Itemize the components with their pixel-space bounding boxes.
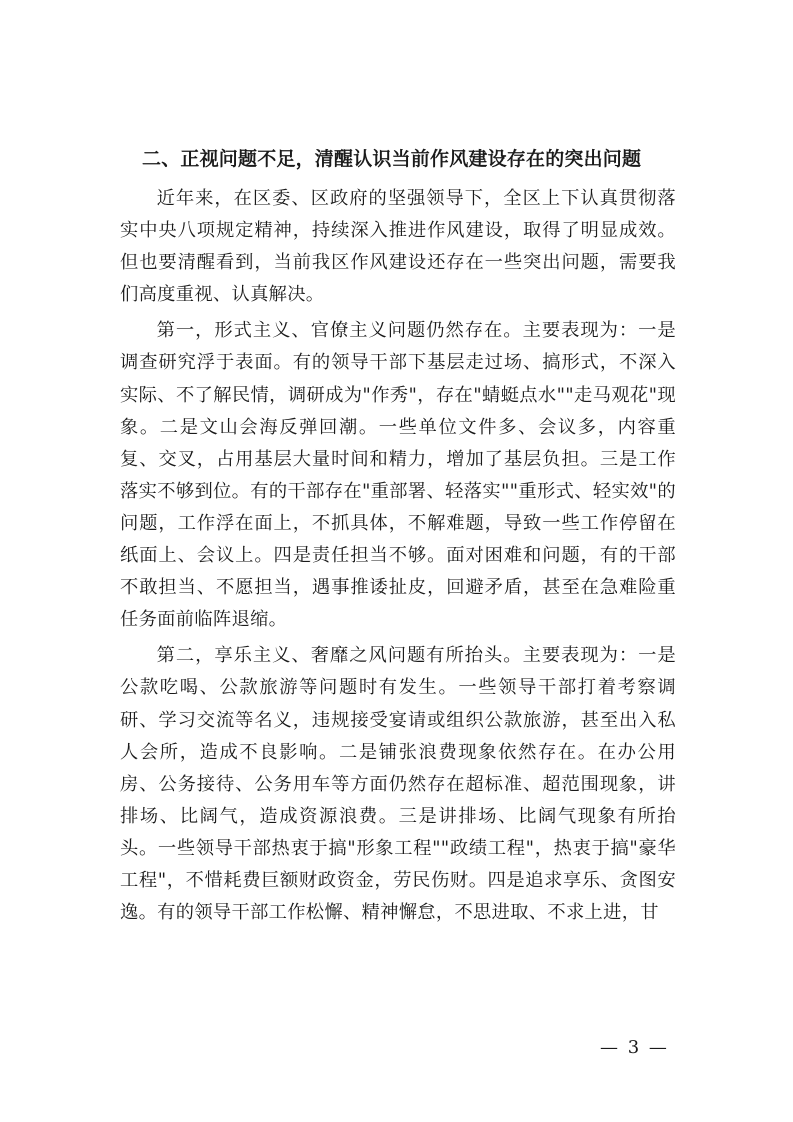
paragraph-hedonism: 第二，享乐主义、奢靡之风问题有所抬头。主要表现为：一是公款吃喝、公款旅游等问题时有发生。一些领导干部打着考察调研、学习交流等名义，违规接受宴请或组织公款旅游，甚至出入私人会所，造成不良影响。二是铺张浪费现象依然存在。在办公用房、公务接待、公务用车等方面仍然存在超标准、超范围现象，讲排场、比阔气，造成资源浪费。三是讲排场、比阔气现象有所抬头。一些领导干部热衷于搞"形象工程""政绩工程"，热衷于搞"豪华工程"，不惜耗费巨额财政资金，劳民伤财。四是追求享乐、贪图安逸。有的领导干部工作松懈、精神懈怠，不思进取、不求上进，甘 <box>120 645 676 924</box>
document-body <box>120 143 676 933</box>
paragraph-intro: 近年来，在区委、区政府的坚强领导下，全区上下认真贯彻落实中央八项规定精神，持续深入推进作风建设，取得了明显成效。但也要清醒看到，当前我区作风建设还存在一些突出问题，需要我们高度重视、认真解决。 <box>120 188 676 306</box>
paragraph-formalism: 第一，形式主义、官僚主义问题仍然存在。主要表现为：一是调查研究浮于表面。有的领导干部下基层走过场、搞形式，不深入实际、不了解民情，调研成为"作秀"，存在"蜻蜓点水""走马观花"现象。二是文山会海反弹回潮。一些单位文件多、会议多，内容重复、交叉，占用基层大量时间和精力，增加了基层负担。三是工作落实不够到位。有的干部存在"重部署、轻落实""重形式、轻实效"的问题，工作浮在面上，不抓具体，不解难题，导致一些工作停留在纸面上、会议上。四是责任担当不够。面对困难和问题，有的干部不敢担当、不愿担当，遇事推诿扯皮，回避矛盾，甚至在急难险重任务面前临阵退缩。 <box>120 320 676 631</box>
section-heading: 二、正视问题不足，清醒认识当前作风建设存在的突出问题 <box>142 148 642 170</box>
page-number: — 3 — <box>600 1037 669 1058</box>
